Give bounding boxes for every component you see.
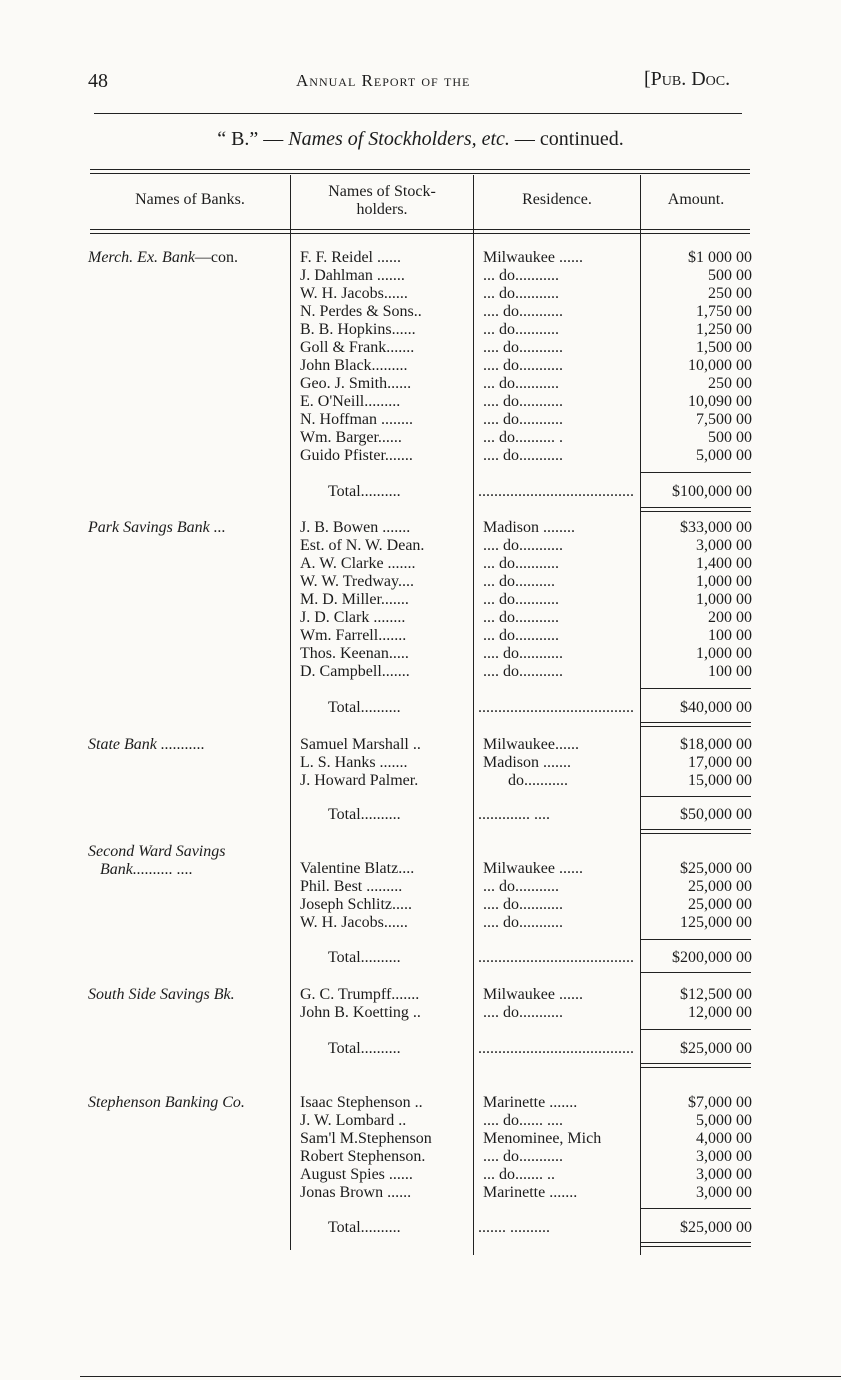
subtotal-rule (641, 1208, 751, 1209)
total-rule-1 (641, 722, 751, 723)
stockholder-name: Sam'l M.Stephenson (300, 1130, 432, 1147)
pub-doc-label: [Pub. Doc. (644, 68, 731, 90)
subtotal-rule (641, 688, 751, 689)
stockholder-amount: 1,000 00 (696, 591, 752, 608)
stockholder-residence: .... do........... (483, 357, 563, 374)
total-amount: $25,000 00 (680, 1219, 752, 1236)
subtitle-mark: “ B.” — (217, 128, 284, 150)
stockholder-name: Isaac Stephenson .. (300, 1094, 423, 1111)
stockholder-residence: Milwaukee ...... (483, 249, 583, 266)
stockholder-residence: Menominee, Mich (483, 1130, 602, 1147)
page-number: 48 (88, 70, 108, 92)
stockholder-residence: ... do........... (483, 375, 559, 392)
total-amount: $25,000 00 (680, 1040, 752, 1057)
stockholder-residence: Madison ....... (483, 754, 571, 771)
table-top-rule-2 (90, 173, 750, 174)
stockholder-amount: $18,000 00 (680, 736, 752, 753)
stockholder-amount: 3,000 00 (696, 537, 752, 554)
stockholder-amount: 25,000 00 (688, 896, 752, 913)
stockholder-amount: 500 00 (708, 267, 752, 284)
total-label: Total.......... (328, 483, 401, 500)
stockholder-amount: 1,250 00 (696, 321, 752, 338)
stockholder-name: Jonas Brown ...... (300, 1184, 412, 1201)
total-rule-2 (641, 833, 751, 834)
column-header-stockholders-line2: holders. (356, 201, 408, 218)
total-rule-1 (641, 507, 751, 508)
total-residence-leader: ....................................... (478, 699, 634, 716)
total-amount: $50,000 00 (680, 806, 752, 823)
total-rule-2 (641, 511, 751, 512)
stockholder-name: N. Perdes & Sons.. (300, 303, 422, 320)
stockholder-amount: 15,000 00 (688, 772, 752, 789)
stockholder-residence: .... do........... (483, 537, 563, 554)
stockholder-amount: 3,000 00 (696, 1148, 752, 1165)
stockholder-residence: .... do........... (483, 393, 563, 410)
stockholder-name: W. W. Tredway.... (300, 573, 414, 590)
header-bottom-rule-2 (90, 233, 750, 234)
stockholder-name: Geo. J. Smith...... (300, 375, 412, 392)
column-divider-2 (473, 175, 474, 1255)
stockholder-name: E. O'Neill......... (300, 393, 401, 410)
total-residence-leader: ............. .... (478, 806, 550, 823)
stockholder-residence: Milwaukee...... (483, 736, 579, 753)
column-divider-1 (290, 175, 291, 1250)
total-residence-leader: ....................................... (478, 483, 634, 500)
stockholder-residence: .... do........... (483, 447, 563, 464)
stockholder-name: A. W. Clarke ....... (300, 555, 416, 572)
stockholder-amount: 500 00 (708, 429, 752, 446)
stockholder-residence: ... do........... (483, 627, 559, 644)
stockholder-amount: 17,000 00 (688, 754, 752, 771)
stockholder-residence: ... do........... (483, 321, 559, 338)
stockholder-name: D. Campbell....... (300, 663, 410, 680)
subtitle-tail: — continued. (509, 128, 624, 150)
total-label: Total.......... (328, 699, 401, 716)
column-header-amount: Amount. (667, 191, 725, 208)
stockholder-name: B. B. Hopkins...... (300, 321, 416, 338)
stockholder-name: Wm. Barger...... (300, 429, 402, 446)
stockholder-residence: ... do....... .. (483, 1166, 555, 1183)
stockholder-amount: 3,000 00 (696, 1166, 752, 1183)
stockholder-residence: Marinette ....... (483, 1184, 578, 1201)
stockholder-name: J. B. Bowen ....... (300, 519, 411, 536)
stockholder-name: Guido Pfister....... (300, 447, 413, 464)
header-bottom-rule-1 (90, 229, 750, 230)
stockholder-amount: $33,000 00 (680, 519, 752, 536)
stockholder-residence: .... do........... (483, 663, 563, 680)
stockholder-name: J. Dahlman ....... (300, 267, 405, 284)
stockholder-amount: 7,500 00 (696, 411, 752, 428)
stockholder-amount: $25,000 00 (680, 860, 752, 877)
total-amount: $200,000 00 (672, 949, 752, 966)
stockholder-name: M. D. Miller....... (300, 591, 409, 608)
stockholder-residence: ... do........... (483, 285, 559, 302)
stockholder-amount: $7,000 00 (688, 1094, 752, 1111)
column-header-banks: Names of Banks. (135, 191, 245, 208)
total-amount: $40,000 00 (680, 699, 752, 716)
stockholder-residence: Madison ........ (483, 519, 575, 536)
total-residence-leader: ....................................... (478, 949, 634, 966)
bank-name (88, 249, 238, 267)
stockholder-name: J. D. Clark ........ (300, 609, 406, 626)
table-top-rule-1 (90, 169, 750, 170)
stockholder-residence: Milwaukee ...... (483, 860, 583, 877)
stockholder-amount: 250 00 (708, 375, 752, 392)
bank-name-line: Bank.......... .... (100, 861, 193, 878)
bank-name-suffix: —con. (194, 249, 239, 266)
stockholder-residence: .... do........... (483, 645, 563, 662)
stockholder-name: John Black......... (300, 357, 408, 374)
stockholder-residence: .... do...... .... (483, 1112, 563, 1129)
stockholder-name: J. Howard Palmer. (300, 772, 419, 789)
stockholder-amount: 5,000 00 (696, 1112, 752, 1129)
stockholder-residence: .... do........... (483, 914, 563, 931)
total-amount: $100,000 00 (672, 483, 752, 500)
stockholder-name: W. H. Jacobs...... (300, 285, 408, 302)
stockholder-amount: $12,500 00 (680, 986, 752, 1003)
stockholder-name: Thos. Keenan..... (300, 645, 409, 662)
stockholder-residence: ... do........... (483, 591, 559, 608)
column-header-residence: Residence. (522, 191, 592, 208)
stockholder-amount: 125,000 00 (680, 914, 752, 931)
stockholder-residence: ... do........... (483, 878, 559, 895)
total-residence-leader: ....................................... (478, 1040, 634, 1057)
stockholder-amount: $1 000 00 (688, 249, 752, 266)
subtotal-rule (641, 472, 751, 473)
total-residence-leader: ....... .......... (478, 1219, 550, 1236)
total-rule-2 (641, 1067, 751, 1068)
stockholder-residence: .... do........... (483, 303, 563, 320)
subtotal-rule (641, 1029, 751, 1030)
stockholder-residence: Milwaukee ...... (483, 986, 583, 1003)
stockholder-amount: 1,500 00 (696, 339, 752, 356)
stockholder-residence: ... do........... (483, 609, 559, 626)
total-label: Total.......... (328, 1040, 401, 1057)
bank-name (88, 843, 225, 879)
stockholder-residence: .... do........... (483, 1148, 563, 1165)
subtotal-rule (641, 939, 751, 940)
total-rule-1 (641, 1063, 751, 1064)
stockholder-name: L. S. Hanks ....... (300, 754, 408, 771)
bank-name: South Side Savings Bk. (88, 986, 235, 1003)
subtitle-italic: Names of Stockholders, etc. (288, 128, 510, 150)
total-rule-2 (641, 1246, 751, 1247)
stockholder-name: Wm. Farrell....... (300, 627, 407, 644)
stockholder-amount: 5,000 00 (696, 447, 752, 464)
total-rule-1 (641, 1242, 751, 1243)
stockholder-amount: 10,090 00 (688, 393, 752, 410)
bank-name-line: Second Ward Savings (88, 843, 226, 860)
table-subtitle (0, 128, 841, 151)
stockholder-amount: 100 00 (708, 663, 752, 680)
stockholder-residence: ... do........... (483, 555, 559, 572)
bank-name-line: Merch. Ex. Bank (88, 249, 195, 266)
column-header-stockholders-line1: Names of Stock- (328, 183, 436, 200)
stockholder-residence: do........... (508, 772, 568, 789)
stockholder-amount: 250 00 (708, 285, 752, 302)
stockholder-name: August Spies ...... (300, 1166, 413, 1183)
stockholder-amount: 100 00 (708, 627, 752, 644)
stockholder-amount: 4,000 00 (696, 1130, 752, 1147)
stockholder-residence: .... do........... (483, 411, 563, 428)
column-divider-3 (640, 175, 641, 1255)
stockholder-amount: 200 00 (708, 609, 752, 626)
stockholder-amount: 1,000 00 (696, 573, 752, 590)
stockholder-name: J. W. Lombard .. (300, 1112, 407, 1129)
total-label: Total.......... (328, 806, 401, 823)
stockholder-name: F. F. Reidel ...... (300, 249, 401, 266)
stockholder-name: Goll & Frank....... (300, 339, 415, 356)
stockholder-amount: 1,400 00 (696, 555, 752, 572)
stockholder-amount: 12,000 00 (688, 1004, 752, 1021)
column-header-stockholders (291, 183, 473, 219)
stockholder-amount: 3,000 00 (696, 1184, 752, 1201)
stockholder-name: Samuel Marshall .. (300, 736, 421, 753)
total-label: Total.......... (328, 949, 401, 966)
stockholder-residence: ... do.......... (483, 573, 555, 590)
stockholder-residence: ... do........... (483, 267, 559, 284)
stockholder-name: John B. Koetting .. (300, 1004, 421, 1021)
stockholder-name: W. H. Jacobs...... (300, 914, 408, 931)
total-rule-1 (641, 829, 751, 830)
stockholder-amount: 25,000 00 (688, 878, 752, 895)
stockholder-amount: 1,750 00 (696, 303, 752, 320)
subtotal-rule (641, 796, 751, 797)
stockholder-name: Joseph Schlitz..... (300, 896, 412, 913)
total-label: Total.......... (328, 1219, 401, 1236)
bank-name: Park Savings Bank ... (88, 519, 226, 536)
total-rule-2 (641, 726, 751, 727)
stockholder-amount: 10,000 00 (688, 357, 752, 374)
stockholder-name: Valentine Blatz.... (300, 860, 415, 877)
page-bottom-rule (80, 1376, 841, 1377)
stockholder-name: Phil. Best ......... (300, 878, 403, 895)
total-rule (641, 972, 751, 973)
stockholder-name: G. C. Trumpff....... (300, 986, 420, 1003)
bank-name: Stephenson Banking Co. (88, 1094, 245, 1111)
stockholder-residence: .... do........... (483, 339, 563, 356)
stockholder-residence: .... do........... (483, 1004, 563, 1021)
stockholder-name: N. Hoffman ........ (300, 411, 414, 428)
header-rule (94, 113, 742, 114)
stockholder-name: Robert Stephenson. (300, 1148, 426, 1165)
stockholder-residence: ... do.......... . (483, 429, 563, 446)
stockholder-residence: .... do........... (483, 896, 563, 913)
stockholder-residence: Marinette ....... (483, 1094, 578, 1111)
stockholder-name: Est. of N. W. Dean. (300, 537, 425, 554)
running-title: Annual Report of the (296, 71, 471, 90)
stockholder-amount: 1,000 00 (696, 645, 752, 662)
bank-name: State Bank ........... (88, 736, 205, 753)
